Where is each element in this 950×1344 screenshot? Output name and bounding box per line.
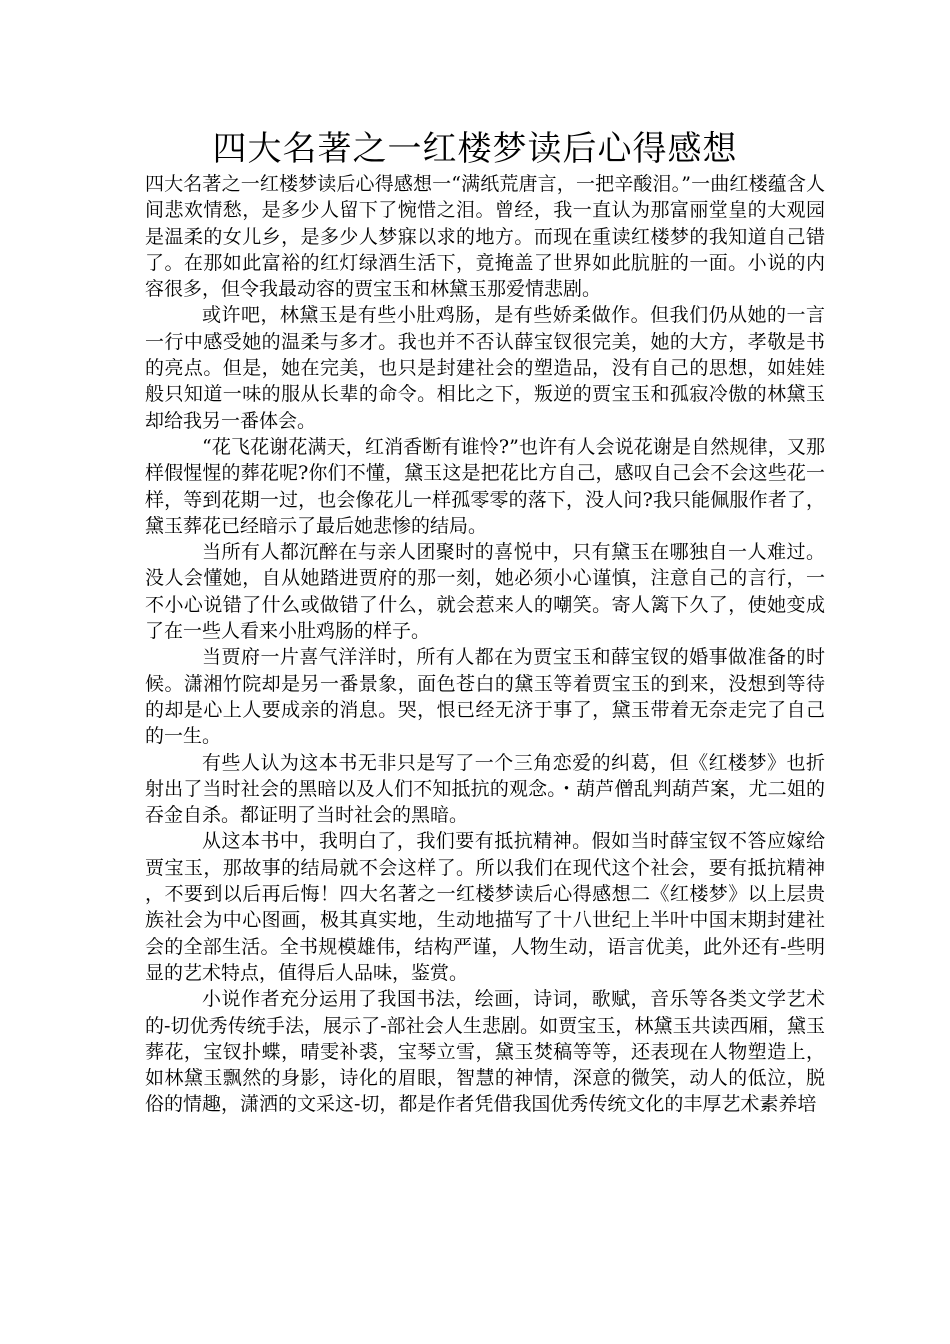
paragraph-5: 当贾府一片喜气洋洋时，所有人都在为贾宝玉和薛宝钗的婚事做准备的时候。潇湘竹院却是另一番景象，面色苍白的黛玉等着贾宝玉的到来，没想到等待的却是心上人要成亲的消息。哭，恨已经无济于事了，黛玉带着无奈走完了自己的一生。 [145,646,825,748]
document-body [145,171,825,1118]
paragraph-4: 当所有人都沉醉在与亲人团聚时的喜悦中，只有黛玉在哪独自一人难过。没人会懂她，自从她踏进贾府的那一刻，她必须小心谨慎，注意自己的言行，一不小心说错了什么或做错了什么，就会惹来人的嘲笑。寄人篱下久了，使她变成了在一些人看来小肚鸡肠的样子。 [145,541,825,643]
document-title: 四大名著之一红楼梦读后心得感想 [212,129,738,169]
paragraph-1: 四大名著之一红楼梦读后心得感想一“满纸荒唐言，一把辛酸泪。”一曲红楼蕴含人间悲欢情愁，是多少人留下了惋惜之泪。曾经，我一直认为那富丽堂皇的大观园是温柔的女儿乡，是多少人梦寐以求的地方。而现在重读红楼梦的我知道自己错了。在那如此富裕的红灯绿酒生活下，竟掩盖了世界如此肮脏的一面。小说的内容很多，但令我最动容的贾宝玉和林黛玉那爱情悲剧。 [145,173,825,301]
paragraph-7: 从这本书中，我明白了，我们要有抵抗精神。假如当时薛宝钗不答应嫁给贾宝玉，那故事的结局就不会这样了。所以我们在现代这个社会，要有抵抗精神，不要到以后再后悔！四大名著之一红楼梦读后心得感想二《红楼梦》以上层贵族社会为中心图画，极其真实地，生动地描写了十八世纪上半叶中国末期封建社会的全部生活。全书规模雄伟，结构严谨，人物生动，语言优美，此外还有-些明显的艺术特点，值得后人品味，鉴赏。 [145,830,825,984]
paragraph-2: 或许吧，林黛玉是有些小肚鸡肠，是有些娇柔做作。但我们仍从她的一言一行中感受她的温柔与多才。我也并不否认薛宝钗很完美，她的大方，孝敬是书的亮点。但是，她在完美，也只是封建社会的塑造品，没有自己的思想，如娃娃般只知道一味的服从长辈的命令。相比之下，叛逆的贾宝玉和孤寂冷傲的林黛玉却给我另一番体会。 [145,304,825,432]
paragraph-3: “花飞花谢花满天，红消香断有谁怜?”也许有人会说花谢是自然规律，又那样假惺惺的葬花呢?你们不懂，黛玉这是把花比方自己，感叹自己会不会这些花一样，等到花期一过，也会像花儿一样孤零零的落下，没人问?我只能佩服作者了，黛玉葬花已经暗示了最后她悲惨的结局。 [145,435,825,537]
paragraph-8: 小说作者充分运用了我国书法，绘画，诗词，歌赋，音乐等各类文学艺术的-切优秀传统手法，展示了-部社会人生悲剧。如贾宝玉，林黛玉共读西厢，黛玉葬花，宝钗扑蝶，晴雯补裘，宝琴立雪，黛玉焚稿等等，还表现在人物塑造上，如林黛玉飘然的身影，诗化的眉眼，智慧的神情，深意的微笑，动人的低泣，脱俗的情趣，潇洒的文采这-切，都是作者凭借我国优秀传统文化的丰厚艺术素养培 [145,988,825,1116]
paragraph-6: 有些人认为这本书无非只是写了一个三角恋爱的纠葛，但《红楼梦》也折射出了当时社会的黑暗以及人们不知抵抗的观念。・葫芦僧乱判葫芦案，尤二姐的吞金自杀。都证明了当时社会的黑暗。 [145,751,825,827]
